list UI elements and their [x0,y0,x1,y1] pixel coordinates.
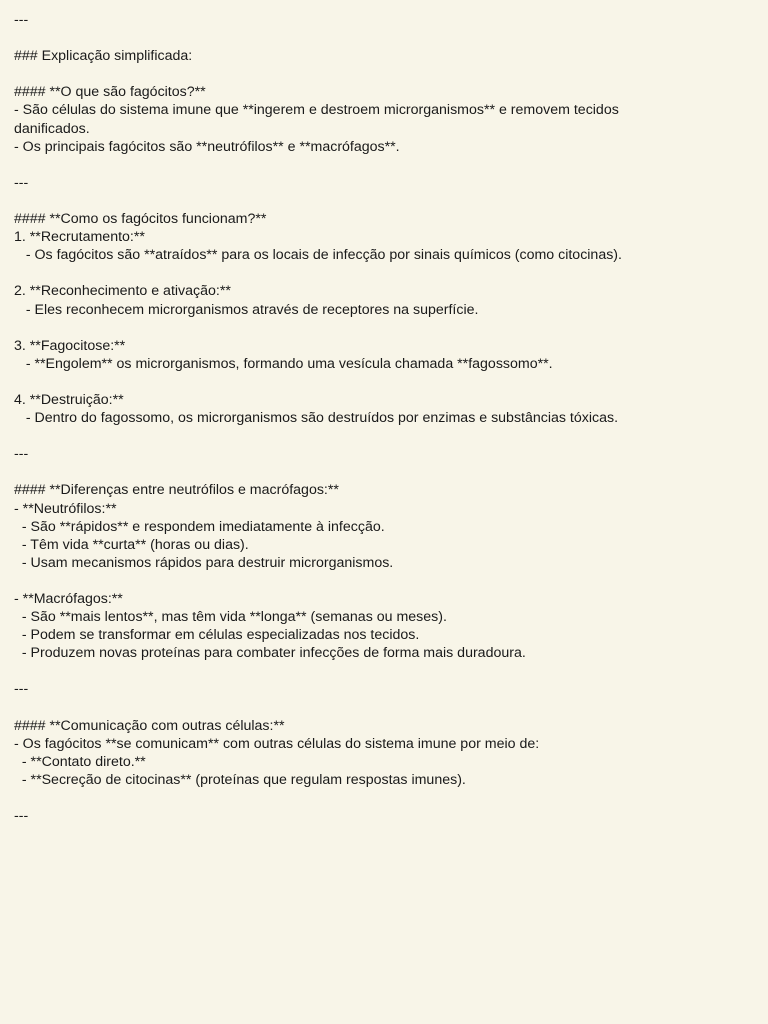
blank-line [14,29,754,47]
separator: --- [14,446,29,463]
list-item: - **Neutrófilos:** [14,500,117,517]
separator: --- [14,174,29,191]
separator: --- [14,808,29,825]
text-line: danificados. [14,120,90,137]
list-subitem: - Produzem novas proteínas para combater infecções de forma mais duradoura. [14,645,526,662]
list-subitem: - Podem se transformar em células especializadas nos tecidos. [14,627,420,644]
text-line: - Os principais fagócitos são **neutrófilos** e **macrófagos**. [14,138,400,155]
blank-line [14,662,754,680]
list-subitem: - São **rápidos** e respondem imediatamente à infecção. [14,518,385,535]
blank-line [14,427,754,445]
list-item: 2. **Reconhecimento e ativação:** [14,283,231,300]
list-subitem: - Eles reconhecem microrganismos através de receptores na superfície. [14,301,479,318]
blank-line [14,264,754,282]
blank-line [14,789,754,807]
list-item: 1. **Recrutamento:** [14,229,145,246]
text-line: - São células do sistema imune que **ingerem e destroem microrganismos** e removem tecidos [14,102,619,119]
subheading-fagocitos: #### **O que são fagócitos?** [14,84,206,101]
list-subitem: - **Contato direto.** [14,753,146,770]
blank-line [14,463,754,481]
list-subitem: - **Secreção de citocinas** (proteínas que regulam respostas imunes). [14,771,466,788]
separator: --- [14,681,29,698]
list-subitem: - São **mais lentos**, mas têm vida **longa** (semanas ou meses). [14,609,447,626]
subheading-comunicacao: #### **Comunicação com outras células:** [14,717,285,734]
blank-line [14,65,754,83]
section-heading: ### Explicação simplificada: [14,48,193,65]
list-subitem: - **Engolem** os microrganismos, formando uma vesícula chamada **fagossomo**. [14,355,553,372]
list-item: 3. **Fagocitose:** [14,337,126,354]
blank-line [14,319,754,337]
subheading-diferencas: #### **Diferenças entre neutrófilos e macrófagos:** [14,482,339,499]
list-item: 4. **Destruição:** [14,391,124,408]
blank-line [14,192,754,210]
list-subitem: - Têm vida **curta** (horas ou dias). [14,536,249,553]
list-subitem: - Usam mecanismos rápidos para destruir microrganismos. [14,554,394,571]
blank-line [14,156,754,174]
list-subitem: - Dentro do fagossomo, os microrganismos são destruídos por enzimas e substâncias tóxicas. [14,410,619,427]
list-item: - Os fagócitos **se comunicam** com outras células do sistema imune por meio de: [14,735,540,752]
list-subitem: - Os fagócitos são **atraídos** para os locais de infecção por sinais químicos (como citocinas). [14,247,622,264]
blank-line [14,572,754,590]
subheading-funcionamento: #### **Como os fagócitos funcionam?** [14,211,267,228]
separator: --- [14,12,29,28]
list-item: - **Macrófagos:** [14,591,123,607]
blank-line [14,373,754,391]
blank-line [14,699,754,717]
